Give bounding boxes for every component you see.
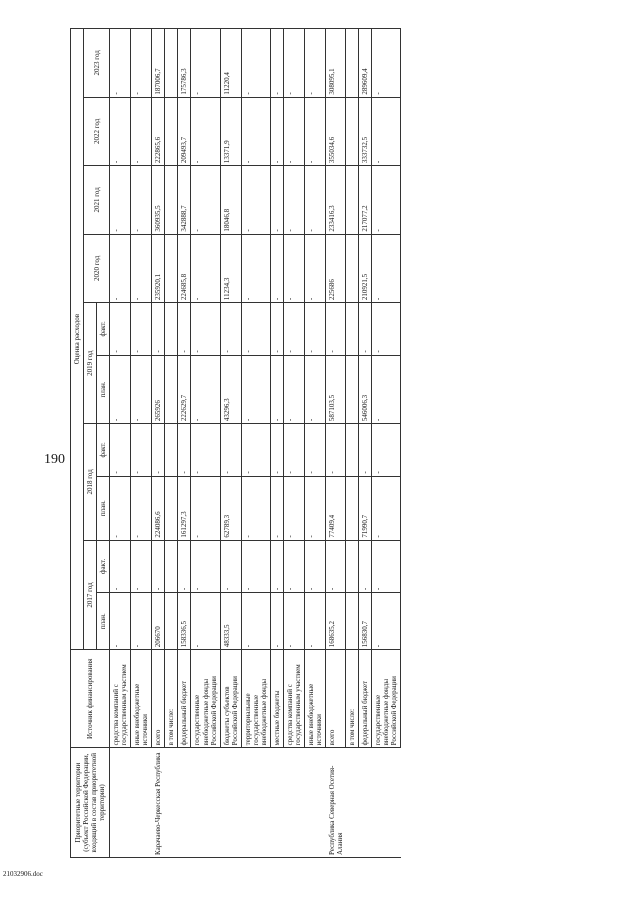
value-cell	[165, 166, 178, 235]
header-fact-2019: факт.	[97, 303, 110, 356]
value-cell: -	[178, 540, 191, 593]
table-row	[131, 29, 152, 858]
value-cell: -	[152, 540, 165, 593]
region-cell	[165, 748, 178, 858]
value-cell	[165, 355, 178, 424]
table-row	[191, 29, 220, 858]
value-cell: 11234,3	[220, 234, 241, 303]
value-cell: 206670	[152, 593, 165, 650]
value-cell: -	[304, 29, 325, 98]
value-cell: -	[241, 234, 270, 303]
table-row	[372, 29, 401, 858]
value-cell: -	[372, 593, 401, 650]
value-cell: 168635,2	[326, 593, 346, 650]
header-2023: 2023 год	[84, 29, 110, 98]
table-row	[220, 29, 241, 858]
value-cell: -	[131, 303, 152, 356]
value-cell: -	[191, 97, 220, 166]
value-cell: -	[283, 476, 304, 540]
value-cell: 156830,7	[359, 593, 372, 650]
page-number: 190	[44, 452, 65, 467]
source-cell: иные внебюджетные источники	[131, 650, 152, 748]
value-cell: 289609,4	[359, 29, 372, 98]
value-cell: -	[178, 303, 191, 356]
value-cell: 175786,3	[178, 29, 191, 98]
budget-table	[70, 28, 401, 858]
value-cell: -	[304, 166, 325, 235]
value-cell: -	[326, 540, 346, 593]
value-cell: 360935,5	[152, 166, 165, 235]
value-cell: -	[283, 303, 304, 356]
value-cell: -	[304, 593, 325, 650]
value-cell: -	[304, 540, 325, 593]
value-cell: -	[131, 476, 152, 540]
table-row	[178, 29, 191, 858]
value-cell: -	[372, 424, 401, 477]
value-cell: -	[283, 424, 304, 477]
value-cell: -	[131, 234, 152, 303]
region-cell	[241, 748, 270, 858]
table-row	[270, 29, 283, 858]
value-cell: -	[152, 303, 165, 356]
value-cell: -	[359, 303, 372, 356]
value-cell: -	[131, 540, 152, 593]
value-cell: -	[270, 424, 283, 477]
value-cell: -	[270, 355, 283, 424]
value-cell: -	[178, 424, 191, 477]
header-2018: 2018 год	[84, 424, 97, 540]
header-plan-2017: план.	[97, 593, 110, 650]
value-cell: 18046,8	[220, 166, 241, 235]
value-cell: 217077,2	[359, 166, 372, 235]
value-cell: 71990,7	[359, 476, 372, 540]
value-cell: -	[131, 29, 152, 98]
region-cell	[191, 748, 220, 858]
header-2017: 2017 год	[84, 540, 97, 650]
value-cell: -	[110, 234, 131, 303]
value-cell: -	[110, 29, 131, 98]
header-row-1	[71, 29, 84, 858]
value-cell: 11220,4	[220, 29, 241, 98]
source-cell: федеральный бюджет	[178, 650, 191, 748]
region-cell	[270, 748, 283, 858]
header-plan-2019: план.	[97, 355, 110, 424]
header-fact-2017: факт.	[97, 540, 110, 593]
budget-table-container	[70, 28, 630, 858]
region-cell	[283, 748, 304, 858]
value-cell: -	[110, 593, 131, 650]
value-cell: -	[241, 166, 270, 235]
source-cell: средства компаний с государственным участием	[110, 650, 131, 748]
value-cell	[346, 424, 359, 477]
value-cell: 265926	[152, 355, 165, 424]
value-cell: 209493,7	[178, 97, 191, 166]
value-cell: -	[220, 303, 241, 356]
value-cell: -	[191, 424, 220, 477]
value-cell: -	[191, 355, 220, 424]
value-cell: -	[372, 166, 401, 235]
table-row	[110, 29, 131, 858]
value-cell: -	[131, 593, 152, 650]
value-cell: -	[283, 234, 304, 303]
value-cell: -	[326, 424, 346, 477]
value-cell: -	[241, 424, 270, 477]
source-cell: федеральный бюджет	[359, 650, 372, 748]
value-cell: -	[191, 29, 220, 98]
table-row	[326, 29, 346, 858]
value-cell: -	[131, 166, 152, 235]
header-plan-2018: план.	[97, 476, 110, 540]
value-cell: -	[241, 476, 270, 540]
value-cell: 187006,7	[152, 29, 165, 98]
value-cell	[346, 234, 359, 303]
source-cell: в том числе:	[165, 650, 178, 748]
value-cell	[346, 303, 359, 356]
value-cell	[165, 540, 178, 593]
value-cell: 225686	[326, 234, 346, 303]
value-cell: -	[110, 303, 131, 356]
value-cell: -	[372, 29, 401, 98]
value-cell: 333732,5	[359, 97, 372, 166]
value-cell: -	[359, 424, 372, 477]
value-cell: -	[304, 355, 325, 424]
region-cell	[372, 748, 401, 858]
value-cell: -	[270, 166, 283, 235]
region-cell	[359, 748, 372, 858]
value-cell: -	[191, 166, 220, 235]
value-cell: -	[304, 303, 325, 356]
value-cell: -	[241, 97, 270, 166]
table-row	[165, 29, 178, 858]
source-cell: государственные внебюджетные фонды Российской Федерации	[372, 650, 401, 748]
value-cell: 224685,8	[178, 234, 191, 303]
value-cell: 48333,5	[220, 593, 241, 650]
value-cell: 235920,1	[152, 234, 165, 303]
region-cell	[220, 748, 241, 858]
value-cell: -	[131, 97, 152, 166]
value-cell: -	[304, 476, 325, 540]
source-cell: всего	[326, 650, 346, 748]
value-cell	[346, 166, 359, 235]
source-cell: государственные внебюджетные фонды Российской Федерации	[191, 650, 220, 748]
value-cell: -	[283, 593, 304, 650]
document-id: 21032906.doc	[3, 870, 43, 878]
value-cell: 546006,3	[359, 355, 372, 424]
value-cell	[346, 355, 359, 424]
source-cell: бюджеты субъектов Российской Федерации	[220, 650, 241, 748]
source-cell: средства компаний с государственным участием	[283, 650, 304, 748]
value-cell: -	[326, 303, 346, 356]
value-cell: -	[270, 29, 283, 98]
value-cell: -	[110, 166, 131, 235]
source-cell: местные бюджеты	[270, 650, 283, 748]
header-2020: 2020 год	[84, 234, 110, 303]
value-cell: -	[241, 29, 270, 98]
table-body	[110, 29, 401, 858]
value-cell: -	[191, 540, 220, 593]
source-cell: иные внебюджетные источники	[304, 650, 325, 748]
value-cell: -	[241, 355, 270, 424]
region-cell	[346, 748, 359, 858]
value-cell: 210921,5	[359, 234, 372, 303]
value-cell: -	[220, 540, 241, 593]
value-cell: -	[283, 540, 304, 593]
header-estimate: Оценка расходов	[71, 29, 84, 650]
source-cell: в том числе:	[346, 650, 359, 748]
value-cell: -	[283, 29, 304, 98]
value-cell: -	[270, 303, 283, 356]
region-cell: Республика Северная Осетия-Алания	[326, 748, 346, 858]
value-cell: -	[304, 424, 325, 477]
value-cell	[346, 29, 359, 98]
value-cell: -	[372, 303, 401, 356]
value-cell: 62789,3	[220, 476, 241, 540]
value-cell: -	[131, 355, 152, 424]
value-cell: -	[220, 424, 241, 477]
value-cell: -	[270, 97, 283, 166]
value-cell: -	[359, 540, 372, 593]
value-cell: -	[191, 234, 220, 303]
table-row	[304, 29, 325, 858]
value-cell: -	[283, 355, 304, 424]
value-cell	[346, 540, 359, 593]
table-row	[359, 29, 372, 858]
value-cell: -	[241, 540, 270, 593]
value-cell	[346, 476, 359, 540]
value-cell: 308095,1	[326, 29, 346, 98]
header-2021: 2021 год	[84, 166, 110, 235]
value-cell: -	[372, 540, 401, 593]
value-cell: -	[304, 234, 325, 303]
value-cell	[165, 303, 178, 356]
value-cell	[165, 424, 178, 477]
value-cell: 13371,9	[220, 97, 241, 166]
value-cell: -	[110, 424, 131, 477]
value-cell: 77409,4	[326, 476, 346, 540]
value-cell: 224086,6	[152, 476, 165, 540]
value-cell: -	[372, 476, 401, 540]
value-cell	[165, 476, 178, 540]
source-cell: всего	[152, 650, 165, 748]
value-cell: -	[283, 166, 304, 235]
value-cell	[346, 593, 359, 650]
region-cell	[131, 748, 152, 858]
value-cell	[165, 234, 178, 303]
value-cell	[165, 97, 178, 166]
value-cell: 222629,7	[178, 355, 191, 424]
rotated-table-wrapper	[70, 28, 630, 858]
value-cell: 161297,3	[178, 476, 191, 540]
value-cell: -	[191, 593, 220, 650]
value-cell: -	[372, 97, 401, 166]
value-cell: -	[270, 593, 283, 650]
header-territory: Приоритетные территории (субъект Российской Федерации, входящий в состав приоритетной территории)	[71, 748, 110, 858]
value-cell: -	[110, 540, 131, 593]
table-row	[346, 29, 359, 858]
value-cell: -	[110, 476, 131, 540]
header-source: Источник финансирования	[71, 650, 110, 748]
value-cell: 355034,6	[326, 97, 346, 166]
region-cell	[110, 748, 131, 858]
value-cell: -	[270, 476, 283, 540]
value-cell: -	[110, 97, 131, 166]
value-cell: -	[270, 540, 283, 593]
value-cell	[165, 593, 178, 650]
region-cell: Карачаево-Черкесская Республика	[152, 748, 165, 858]
value-cell	[346, 97, 359, 166]
value-cell: -	[191, 476, 220, 540]
header-2022: 2022 год	[84, 97, 110, 166]
value-cell: 342888,7	[178, 166, 191, 235]
value-cell: -	[270, 234, 283, 303]
value-cell: 158336,5	[178, 593, 191, 650]
table-row	[152, 29, 165, 858]
table-row	[283, 29, 304, 858]
value-cell: -	[241, 303, 270, 356]
header-2019: 2019 год	[84, 303, 97, 424]
value-cell: -	[372, 234, 401, 303]
value-cell: 43296,3	[220, 355, 241, 424]
value-cell	[165, 29, 178, 98]
table-row	[241, 29, 270, 858]
header-fact-2018: факт.	[97, 424, 110, 477]
value-cell: -	[304, 97, 325, 166]
value-cell: -	[110, 355, 131, 424]
value-cell: 222865,6	[152, 97, 165, 166]
value-cell: -	[131, 424, 152, 477]
region-cell	[304, 748, 325, 858]
value-cell: -	[372, 355, 401, 424]
value-cell: 587103,5	[326, 355, 346, 424]
value-cell: -	[283, 97, 304, 166]
source-cell: территориальные государственные внебюджетные фонды	[241, 650, 270, 748]
region-cell	[178, 748, 191, 858]
value-cell: -	[152, 424, 165, 477]
value-cell: -	[191, 303, 220, 356]
value-cell: 233416,3	[326, 166, 346, 235]
value-cell: -	[241, 593, 270, 650]
